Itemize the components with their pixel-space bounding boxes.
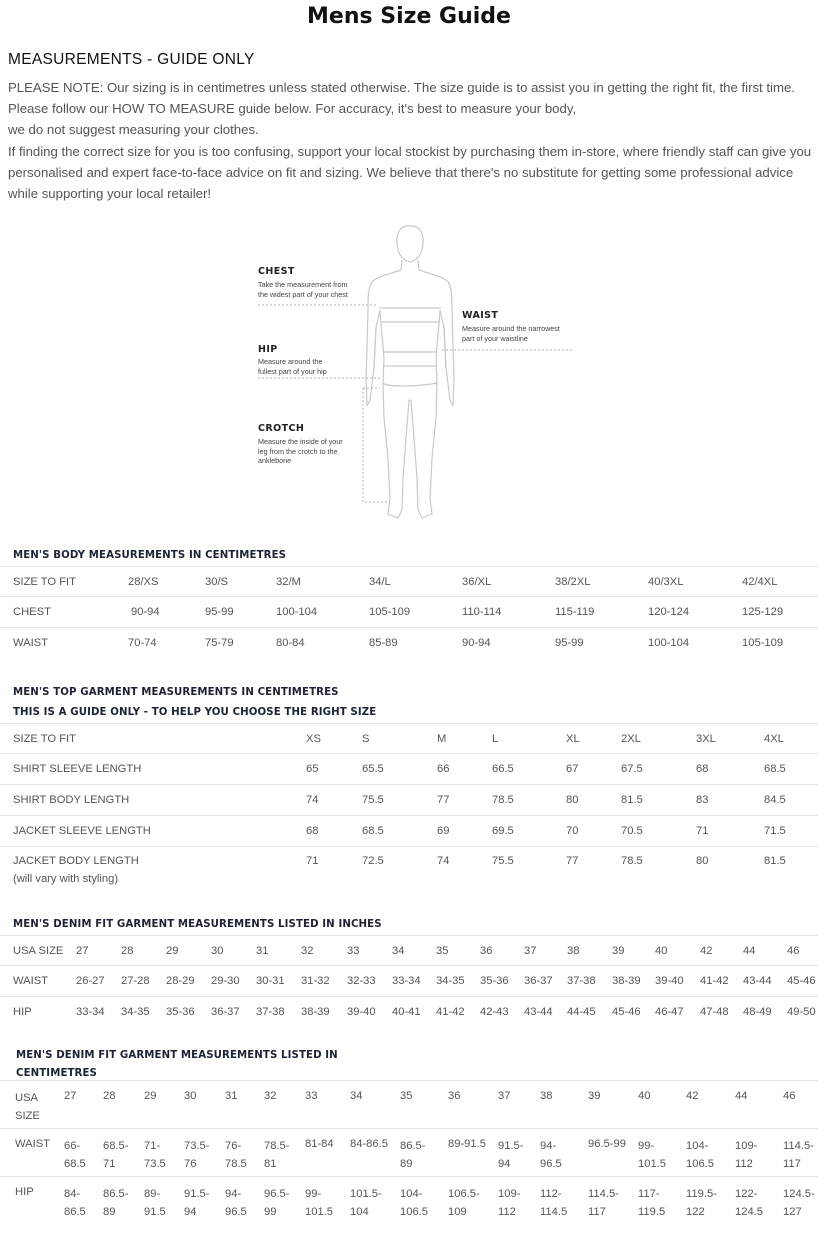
heading-line: CENTIMETRES [16, 1068, 97, 1079]
table-cell: 38-39 [301, 1006, 330, 1018]
top-table-heading [13, 687, 339, 698]
table-cell: S [362, 733, 370, 745]
table-cell: 29-30 [211, 975, 240, 987]
chest-description [258, 280, 348, 299]
table-cell: 35-36 [166, 1006, 195, 1018]
table-cell: 96.5-99 [588, 1138, 626, 1150]
table-cell: 28 [121, 945, 134, 957]
table-cell: 30-31 [256, 975, 285, 987]
table-cell: 36 [448, 1090, 461, 1102]
table-cell: 36-37 [211, 1006, 240, 1018]
table-cell: 33-34 [392, 975, 421, 987]
table-cell: 36-37 [524, 975, 553, 987]
table-cell: 38-39 [612, 975, 641, 987]
table-cell: 29 [144, 1090, 157, 1102]
chest-label: CHEST [258, 266, 295, 277]
table-cell: 47-48 [700, 1006, 729, 1018]
table-cell: 37-38 [256, 1006, 285, 1018]
table-cell: 36 [480, 945, 493, 957]
table-cell: 68 [306, 825, 319, 837]
table-cell: M [437, 733, 447, 745]
measurement-figure [250, 218, 590, 528]
table-cell: 105-109 [369, 606, 411, 618]
table-cell: 91.5-94 [184, 1188, 210, 1218]
table-cell: 80 [566, 794, 579, 806]
table-row [0, 754, 818, 785]
table-cell: 95-99 [555, 637, 584, 649]
table-cell: 125-129 [742, 606, 784, 618]
table-cell: 110-114 [462, 606, 502, 618]
table-cell: 36/XL [462, 576, 492, 588]
table-cell: 99-101.5 [638, 1140, 666, 1170]
denim-cm-heading [16, 1047, 338, 1083]
table-cell: 4XL [764, 733, 784, 745]
table-cell: 38/2XL [555, 576, 591, 588]
table-cell: 117-119.5 [638, 1188, 666, 1218]
section-title: MEASUREMENTS - GUIDE ONLY [8, 51, 255, 68]
table-cell: 70.5 [621, 825, 643, 837]
table-cell: 46 [783, 1090, 796, 1102]
heading-part: MEN'S [13, 687, 54, 698]
table-cell: 3XL [696, 733, 716, 745]
table-cell: SHIRT BODY LENGTH [13, 794, 130, 806]
heading-part: GARMENT MEASUREMENTS LISTED IN [113, 919, 339, 930]
table-cell: 66.5 [492, 763, 514, 775]
table-cell: 80-84 [276, 637, 305, 649]
table-row [0, 997, 818, 1028]
table-cell: XL [566, 733, 580, 745]
table-cell: 101.5-104 [350, 1188, 382, 1218]
table-cell: 35 [400, 1090, 413, 1102]
table-cell: WAIST [15, 1138, 51, 1150]
table-cell: 43-44 [524, 1006, 553, 1018]
table-row [0, 597, 818, 628]
table-cell: 78.5 [492, 794, 514, 806]
table-cell: 32 [301, 945, 314, 957]
table-cell: 27 [64, 1090, 77, 1102]
table-row [0, 1129, 818, 1177]
table-cell: 46 [787, 945, 800, 957]
table-row [0, 847, 818, 891]
table-cell: 86.5-89 [400, 1140, 426, 1170]
table-cell: 68.5-71 [103, 1140, 129, 1170]
table-cell: 33 [305, 1090, 318, 1102]
table-cell: 75-79 [205, 637, 234, 649]
table-cell: 43-44 [743, 975, 772, 987]
table-cell: 40 [655, 945, 668, 957]
table-cell: 48-49 [743, 1006, 772, 1018]
table-cell: 114.5-117 [783, 1140, 814, 1170]
table-cell: 40/3XL [648, 576, 684, 588]
table-cell: 45-46 [787, 975, 816, 987]
table-cell: 31 [256, 945, 269, 957]
table-cell: 81-84 [305, 1138, 334, 1150]
heading-line [16, 1047, 338, 1065]
table-cell: 76-78.5 [225, 1140, 247, 1170]
table-cell: 41-42 [436, 1006, 465, 1018]
table-cell: 30 [211, 945, 224, 957]
table-cell: 100-104 [276, 606, 318, 618]
table-cell: 42/4XL [742, 576, 778, 588]
table-cell: 83 [696, 794, 709, 806]
table-cell: 80 [696, 855, 709, 867]
table-cell: 75.5 [492, 855, 514, 867]
table-cell: WAIST [13, 975, 49, 987]
table-cell: 44 [743, 945, 756, 957]
intro-paragraph-1: PLEASE NOTE: Our sizing is in centimetres unless stated otherwise. The size guide is to assist you in getting the right fit, the first time. Please follow our HOW TO MEASURE guide below. For accuracy, it's best to measure your body, [8, 80, 795, 117]
table-cell: USA SIZE [15, 1092, 40, 1122]
table-cell: 39-40 [655, 975, 684, 987]
table-cell: L [492, 733, 499, 745]
table-cell: 77 [437, 794, 450, 806]
table-cell: 28/XS [128, 576, 159, 588]
intro-paragraph-3: If finding the correct size for you is too confusing, support your local stockist by purchasing them in-store, where friendly staff can give you personalised and expert face-to-face advice on fit and sizing. We believe that there's no substitute for getting some professional advice while supporting your local retailer! [8, 143, 812, 202]
denim-inches-heading [13, 919, 382, 930]
table-row [0, 723, 818, 754]
table-cell: HIP [15, 1186, 34, 1198]
table-cell: 2XL [621, 733, 641, 745]
waist-description-line: part of your waistline [462, 333, 528, 343]
heading-part: GARMENT MEASUREMENTS LISTED IN [116, 1050, 338, 1061]
hip-description-line: Measure around the [258, 357, 323, 366]
table-cell: 42 [686, 1090, 699, 1102]
table-row [0, 1177, 818, 1227]
table-cell: 34/L [369, 576, 391, 588]
table-cell: 75.5 [362, 794, 384, 806]
chest-description-line: Take the measurement from [258, 280, 348, 289]
table-cell: JACKET SLEEVE LENGTH [13, 825, 151, 837]
top-table-subheading: THIS IS A GUIDE ONLY - TO HELP YOU CHOOSE THE RIGHT SIZE [13, 707, 377, 718]
table-row [0, 1080, 818, 1129]
table-cell: 109-112 [735, 1140, 758, 1170]
table-cell: 39 [612, 945, 625, 957]
table-cell: 34-35 [121, 1006, 150, 1018]
table-row [0, 566, 818, 597]
table-cell: SHIRT SLEEVE LENGTH [13, 763, 142, 775]
table-cell: 84-86.5 [64, 1188, 86, 1218]
table-cell: 27-28 [121, 975, 150, 987]
table-cell: 74 [437, 855, 450, 867]
table-cell: 95-99 [205, 606, 234, 618]
table-cell: 68.5 [362, 825, 384, 837]
table-cell: 96.5-99 [264, 1188, 290, 1218]
table-cell: 49-50 [787, 1006, 816, 1018]
table-cell: 106.5-109 [448, 1188, 480, 1218]
table-cell: JACKET BODY LENGTH [13, 855, 139, 867]
table-cell: 37 [498, 1090, 511, 1102]
table-cell: 115-119 [555, 606, 595, 618]
table-cell: 40 [638, 1090, 651, 1102]
hip-description-line: fullest part of your hip [258, 366, 327, 376]
table-cell: 42 [700, 945, 713, 957]
heading-emphasis: DENIM FIT [53, 919, 114, 930]
table-cell: 42-43 [480, 1006, 509, 1018]
heading-part: GARMENT MEASUREMENTS IN CENTIMETRES [76, 687, 339, 698]
table-cell: 44 [735, 1090, 748, 1102]
table-cell: 34 [392, 945, 405, 957]
heading-emphasis: TOP [53, 687, 77, 698]
table-cell: 38 [567, 945, 580, 957]
table-cell: 33 [347, 945, 360, 957]
table-cell: 26-27 [76, 975, 105, 987]
table-cell: 84-86.5 [350, 1138, 388, 1150]
heading-emphasis: DENIM FIT [56, 1050, 117, 1061]
table-cell: 84.5 [764, 794, 786, 806]
table-cell: 35-36 [480, 975, 509, 987]
table-cell: 39-40 [347, 1006, 376, 1018]
table-cell: 29 [166, 945, 179, 957]
crotch-description-line: Measure the inside of your [258, 437, 343, 446]
table-cell: 30 [184, 1090, 197, 1102]
table-cell: 114.5-117 [588, 1188, 619, 1218]
table-cell: 30/S [205, 576, 229, 588]
intro-text [8, 77, 813, 204]
table-cell: 68.5 [764, 763, 786, 775]
table-cell: 104-106.5 [400, 1188, 428, 1218]
table-cell: 71 [696, 825, 709, 837]
table-cell: 124.5-127 [783, 1188, 815, 1218]
waist-description-line: Measure around the narrowest [462, 324, 560, 333]
crotch-description [258, 437, 343, 466]
table-cell: 85-89 [369, 637, 398, 649]
table-cell: 40-41 [392, 1006, 421, 1018]
table-cell: 28 [103, 1090, 116, 1102]
table-cell: 89-91.5 [144, 1188, 166, 1218]
table-cell: 41-42 [700, 975, 729, 987]
table-cell: HIP [13, 1006, 32, 1018]
waist-description [462, 324, 560, 343]
table-cell: 94-96.5 [540, 1140, 562, 1170]
table-cell: 67.5 [621, 763, 643, 775]
table-cell: SIZE TO FIT [13, 733, 76, 745]
page-title: Mens Size Guide [307, 4, 511, 29]
table-cell: 34-35 [436, 975, 465, 987]
table-cell: 39 [588, 1090, 601, 1102]
table-cell: 69 [437, 825, 450, 837]
table-cell: 73.5-76 [184, 1140, 210, 1170]
table-cell: 90-94 [131, 606, 160, 618]
table-cell: 66-68.5 [64, 1140, 86, 1170]
table-cell: 44-45 [567, 1006, 596, 1018]
waist-label: WAIST [462, 310, 499, 321]
table-cell: 28-29 [166, 975, 195, 987]
crotch-label: CROTCH [258, 423, 305, 434]
styling-note: (will vary with styling) [13, 873, 119, 885]
table-cell: 31-32 [301, 975, 330, 987]
chest-description-line: the widest part of your chest [258, 289, 348, 299]
table-cell: 46-47 [655, 1006, 684, 1018]
table-cell: 45-46 [612, 1006, 641, 1018]
table-cell: 70-74 [128, 637, 157, 649]
table-cell: SIZE TO FIT [13, 576, 76, 588]
table-cell: 32-33 [347, 975, 376, 987]
table-row [0, 785, 818, 816]
table-cell: 72.5 [362, 855, 384, 867]
table-cell: 105-109 [742, 637, 784, 649]
table-row [0, 935, 818, 966]
heading-part: MEN'S [13, 919, 54, 930]
table-cell: 37-38 [567, 975, 596, 987]
table-cell: 69.5 [492, 825, 514, 837]
table-cell: 66 [437, 763, 450, 775]
table-cell: 33-34 [76, 1006, 105, 1018]
table-cell: 77 [566, 855, 579, 867]
table-cell: 74 [306, 794, 319, 806]
table-row [0, 628, 818, 659]
table-cell: 27 [76, 945, 89, 957]
table-cell: 78.5 [621, 855, 643, 867]
table-cell: 65.5 [362, 763, 384, 775]
table-cell: 89-91.5 [448, 1138, 486, 1150]
table-cell: 68 [696, 763, 709, 775]
table-cell: 100-104 [648, 637, 690, 649]
table-cell: 71-73.5 [144, 1140, 166, 1170]
table-cell: 70 [566, 825, 579, 837]
table-cell: 34 [350, 1090, 363, 1102]
table-cell: 78.5-81 [264, 1140, 290, 1170]
table-cell: 81.5 [621, 794, 643, 806]
table-cell: 35 [436, 945, 449, 957]
table-cell: 120-124 [648, 606, 690, 618]
table-cell: 38 [540, 1090, 553, 1102]
table-cell: CHEST [13, 606, 51, 618]
table-cell: 71 [306, 855, 319, 867]
table-cell: 104-106.5 [686, 1140, 714, 1170]
crotch-description-line: leg from the crotch to the [258, 446, 338, 456]
table-cell: 81.5 [764, 855, 786, 867]
intro-paragraph-2: we do not suggest measuring your clothes. [8, 122, 259, 138]
table-cell: 91.5-94 [498, 1140, 524, 1170]
table-cell: 37 [524, 945, 537, 957]
table-cell: 32 [264, 1090, 277, 1102]
table-cell: XS [306, 733, 321, 745]
crotch-description-line: anklebone [258, 456, 292, 466]
heading-emphasis: INCHES [338, 919, 382, 930]
table-cell: WAIST [13, 637, 49, 649]
table-cell: 99-101.5 [305, 1188, 333, 1218]
hip-label: HIP [258, 344, 278, 355]
table-cell: 71.5 [764, 825, 786, 837]
table-cell: 65 [306, 763, 319, 775]
table-cell: USA SIZE [13, 945, 64, 957]
table-row [0, 816, 818, 847]
table-cell: 32/M [276, 576, 301, 588]
table-cell: 90-94 [462, 637, 491, 649]
body-table-heading: MEN'S BODY MEASUREMENTS IN CENTIMETRES [13, 550, 287, 561]
table-cell: 122-124.5 [735, 1188, 763, 1218]
table-cell: 109-112 [498, 1188, 521, 1218]
table-row [0, 966, 818, 997]
table-cell: 86.5-89 [103, 1188, 129, 1218]
table-cell: 31 [225, 1090, 238, 1102]
hip-description [258, 357, 327, 376]
table-cell: 67 [566, 763, 579, 775]
table-cell: 94-96.5 [225, 1188, 247, 1218]
table-cell: 119.5-122 [686, 1188, 717, 1218]
heading-part: MEN'S [16, 1050, 57, 1061]
table-cell: 112-114.5 [540, 1188, 568, 1218]
